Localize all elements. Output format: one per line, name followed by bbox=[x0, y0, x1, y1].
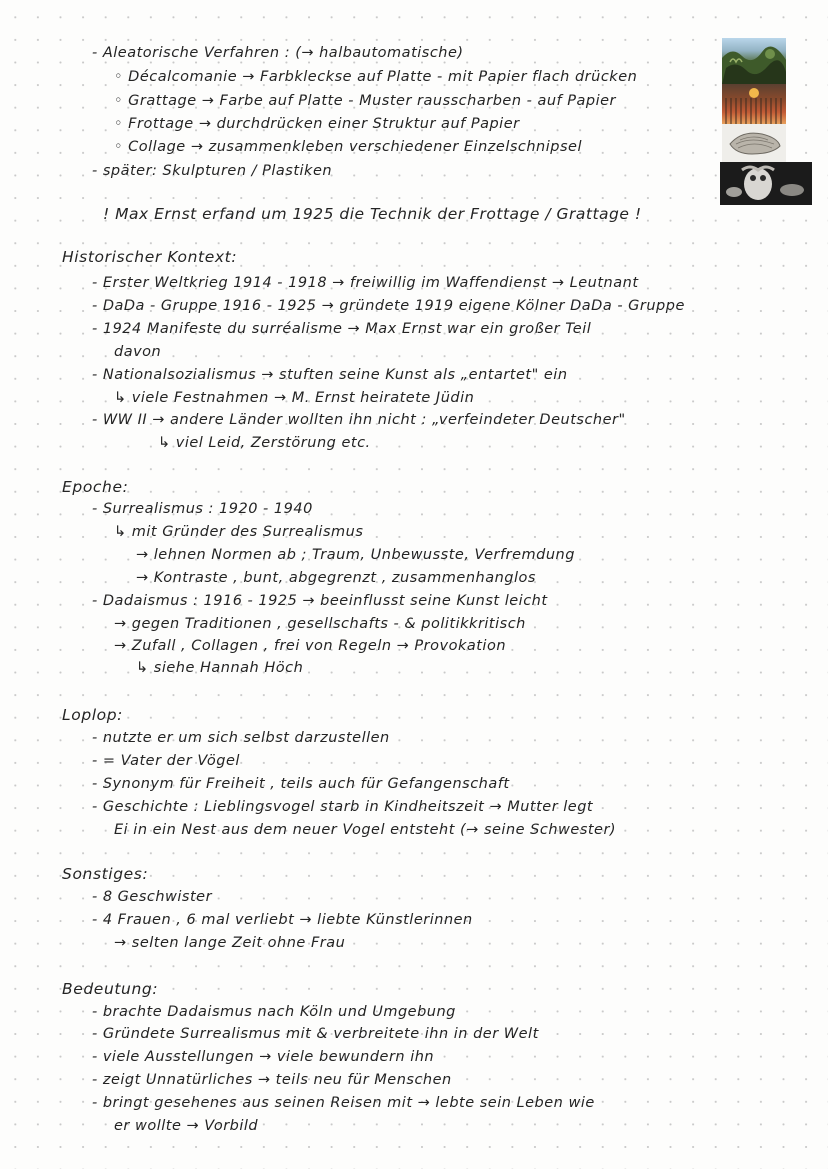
note-line: - Nationalsozialismus → stuften seine Kunst als „entartet" ein bbox=[92, 367, 568, 383]
note-line: - Gründete Surrealismus mit & verbreitete ihn in der Welt bbox=[92, 1026, 539, 1042]
note-line: → selten lange Zeit ohne Frau bbox=[114, 935, 346, 951]
note-line: ↳ mit Gründer des Surrealismus bbox=[114, 524, 364, 540]
note-line: - Dadaismus : 1916 - 1925 → beeinflusst seine Kunst leicht bbox=[92, 593, 548, 609]
section-heading: Loplop: bbox=[62, 706, 124, 724]
note-line: → lehnen Normen ab ; Traum, Unbewusste, Verfremdung bbox=[136, 547, 575, 563]
note-line: → Zufall , Collagen , frei von Regeln → Provokation bbox=[114, 638, 507, 654]
collage-artwork-thumbnail bbox=[720, 162, 812, 205]
note-line: - DaDa - Gruppe 1916 - 1925 → gründete 1919 eigene Kölner DaDa - Gruppe bbox=[92, 298, 685, 314]
note-line: ◦ Frottage → durchdrücken einer Struktur auf Papier bbox=[114, 116, 520, 132]
note-line: → Kontraste , bunt, abgegrenzt , zusammenhanglos bbox=[136, 570, 536, 586]
note-line: ↳ viel Leid, Zerstörung etc. bbox=[158, 435, 371, 451]
note-line: ◦ Collage → zusammenkleben verschiedener Einzelschnipsel bbox=[114, 139, 582, 155]
note-line: ◦ Grattage → Farbe auf Platte - Muster rausscharben - auf Papier bbox=[114, 93, 616, 109]
note-line: ! Max Ernst erfand um 1925 die Technik der Frottage / Grattage ! bbox=[103, 205, 642, 223]
note-line: - später: Skulpturen / Plastiken bbox=[92, 163, 333, 179]
note-line: - 8 Geschwister bbox=[92, 889, 213, 905]
frottage-artwork-thumbnail bbox=[722, 124, 786, 162]
note-line: Ei in ein Nest aus dem neuer Vogel entsteht (→ seine Schwester) bbox=[114, 822, 617, 838]
note-line: ◦ Décalcomanie → Farbkleckse auf Platte - mit Papier flach drücken bbox=[114, 69, 638, 85]
section-heading: Sonstiges: bbox=[62, 865, 149, 883]
note-line: - = Vater der Vögel bbox=[92, 753, 240, 769]
note-line: - Synonym für Freiheit , teils auch für Gefangenschaft bbox=[92, 776, 510, 792]
note-line: → gegen Traditionen , gesellschafts - & politikkritisch bbox=[114, 616, 526, 632]
note-line: ↳ viele Festnahmen → M. Ernst heiratete Jüdin bbox=[114, 390, 475, 406]
note-line: - 4 Frauen , 6 mal verliebt → liebte Künstlerinnen bbox=[92, 912, 473, 928]
note-line: - Erster Weltkrieg 1914 - 1918 → freiwillig im Waffendienst → Leutnant bbox=[92, 275, 639, 291]
grattage-artwork-thumbnail bbox=[722, 84, 786, 124]
note-line: - nutzte er um sich selbst darzustellen bbox=[92, 730, 390, 746]
section-heading: Bedeutung: bbox=[62, 980, 159, 998]
decalcomania-artwork-thumbnail bbox=[722, 38, 786, 84]
note-line: ↳ siehe Hannah Höch bbox=[136, 660, 304, 676]
note-line: - zeigt Unnatürliches → teils neu für Menschen bbox=[92, 1072, 452, 1088]
section-heading: Epoche: bbox=[62, 478, 129, 496]
note-line: - brachte Dadaismus nach Köln und Umgebung bbox=[92, 1004, 456, 1020]
note-line: - bringt gesehenes aus seinen Reisen mit → lebte sein Leben wie bbox=[92, 1095, 595, 1111]
note-line: - 1924 Manifeste du surréalisme → Max Ernst war ein großer Teil bbox=[92, 321, 592, 337]
note-line: - Surrealismus : 1920 - 1940 bbox=[92, 501, 313, 517]
note-line: - Aleatorische Verfahren : (→ halbautomatische) bbox=[92, 45, 464, 61]
note-line: davon bbox=[114, 344, 162, 360]
note-line: - Geschichte : Lieblingsvogel starb in Kindheitszeit → Mutter legt bbox=[92, 799, 594, 815]
note-line: er wollte → Vorbild bbox=[114, 1118, 259, 1134]
section-heading: Historischer Kontext: bbox=[62, 248, 238, 266]
note-line: - viele Ausstellungen → viele bewundern ihn bbox=[92, 1049, 435, 1065]
note-line: - WW II → andere Länder wollten ihn nicht : „verfeindeter Deutscher" bbox=[92, 412, 626, 428]
